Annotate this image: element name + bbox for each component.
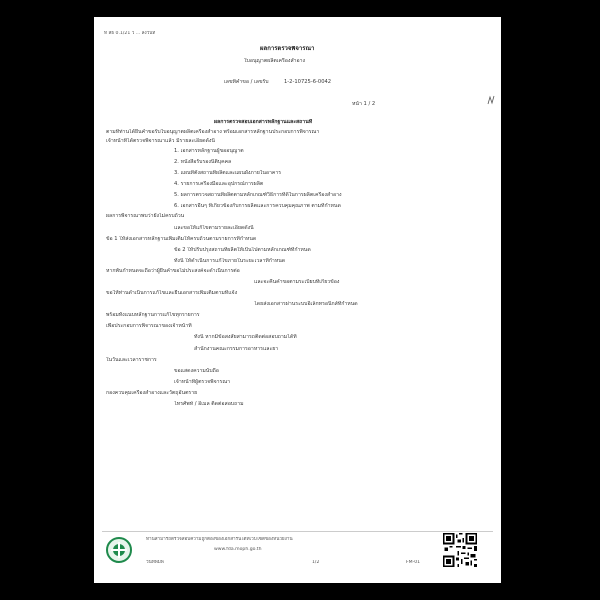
footer-website[interactable]: www.fda.moph.go.th xyxy=(214,547,262,552)
doc-id-value: 1-2-10725-6-0042 xyxy=(284,79,332,85)
page-indicator: หน้า 1 / 2 xyxy=(352,101,376,107)
paragraph-line: เจ้าหน้าที่ผู้ตรวจพิจารณา xyxy=(174,379,231,385)
paragraph-line: หากพ้นกำหนดจะถือว่าผู้ยื่นคำขอไม่ประสงค์จะดำเนินการต่อ xyxy=(106,268,240,274)
paragraph-line: ผลการพิจารณาพบว่ายังไม่ครบถ้วน xyxy=(106,213,185,219)
footer-form-code: FM-01 xyxy=(406,560,421,565)
document-page xyxy=(94,17,501,583)
qr-code-icon[interactable] xyxy=(443,533,477,567)
footer-divider xyxy=(102,531,493,532)
paragraph-line: ทั้งนี้ ให้ดำเนินการแก้ไขภายในระยะเวลาที่กำหนด xyxy=(174,258,286,264)
paragraph-line: โดยส่งเอกสารผ่านระบบอิเล็กทรอนิกส์ที่กำหนด xyxy=(254,301,358,307)
agency-logo-icon xyxy=(106,537,132,563)
paragraph-line: พร้อมทั้งแนบหลักฐานการแก้ไขทุกรายการ xyxy=(106,312,200,318)
paragraph-line: ขอให้ท่านดำเนินการแก้ไขและยื่นเอกสารเพิ่มเติมตามที่แจ้ง xyxy=(106,290,238,296)
paragraph-line: เพื่อประกอบการพิจารณาของเจ้าหน้าที่ xyxy=(106,323,192,329)
list-item: 5. ผลการตรวจสถานที่ผลิตตามหลักเกณฑ์วิธีการที่ดีในการผลิตเครื่องสำอาง xyxy=(174,192,342,198)
paragraph-line: ในวันและเวลาราชการ xyxy=(106,357,157,363)
signature-mark-icon xyxy=(487,95,495,105)
list-item: 1. เอกสารหลักฐานผู้ขออนุญาต xyxy=(174,148,244,154)
paragraph-line: ทั้งนี้ หากมีข้อสงสัยสามารถติดต่อสอบถามได้ที่ xyxy=(194,334,297,340)
paragraph-line: ตามที่ท่านได้ยื่นคำขอรับใบอนุญาตผลิตเครื่องสำอาง พร้อมเอกสารหลักฐานประกอบการพิจารณา xyxy=(106,129,320,135)
paragraph-line: กองควบคุมเครื่องสำอางและวัตถุอันตราย xyxy=(106,390,198,396)
paragraph-line: ข้อ 2 ให้ปรับปรุงสถานที่ผลิตให้เป็นไปตามหลักเกณฑ์ที่กำหนด xyxy=(174,247,311,253)
list-item: 4. รายการเครื่องมือและอุปกรณ์การผลิต xyxy=(174,181,264,187)
footer-page-number: 1/2 xyxy=(312,560,320,565)
paragraph-line: โทรศัพท์ / อีเมล ติดต่อสอบถาม xyxy=(174,401,244,407)
paragraph-line: ข้อ 1 ให้ส่งเอกสารหลักฐานเพิ่มเติมให้ครบถ้วนตามรายการที่กำหนด xyxy=(106,236,257,242)
footer-print-date: วันที่พิมพ์ xyxy=(146,560,164,565)
paragraph-line: และจะคืนคำขอตามระเบียบที่เกี่ยวข้อง xyxy=(254,279,340,285)
list-item: 3. แผนที่ตั้งสถานที่ผลิตและแผนผังภายในอาคาร xyxy=(174,170,282,176)
list-item: 2. หนังสือรับรองนิติบุคคล xyxy=(174,159,232,165)
doc-id-label: เลขที่คำขอ / เลขรับ xyxy=(224,79,269,85)
paragraph-line: ขอแสดงความนับถือ xyxy=(174,368,219,374)
document-title: ผลการตรวจพิจารณา xyxy=(260,46,315,52)
paragraph-line: และขอให้แก้ไขตามรายละเอียดดังนี้ xyxy=(174,225,254,231)
section-heading: ผลการตรวจสอบเอกสารหลักฐานและสถานที่ xyxy=(214,119,313,125)
reference-number: ที่ สธ 0.1/21 ว ... ลงวันที่ xyxy=(104,31,156,36)
paragraph-line: เจ้าหน้าที่ได้ตรวจพิจารณาแล้ว มีรายละเอียดดังนี้ xyxy=(106,138,215,144)
footer-verification-text: ท่านสามารถตรวจสอบความถูกต้องของเอกสารนี้ได้ที่เว็บไซต์ของหน่วยงาน xyxy=(146,537,293,542)
paragraph-line: สำนักงานคณะกรรมการอาหารและยา xyxy=(194,346,279,352)
list-item: 6. เอกสารอื่นๆ ที่เกี่ยวข้องกับการผลิตและการควบคุมคุณภาพ ตามที่กำหนด xyxy=(174,203,341,209)
document-subtitle: ใบอนุญาตผลิตเครื่องสำอาง xyxy=(244,58,306,64)
